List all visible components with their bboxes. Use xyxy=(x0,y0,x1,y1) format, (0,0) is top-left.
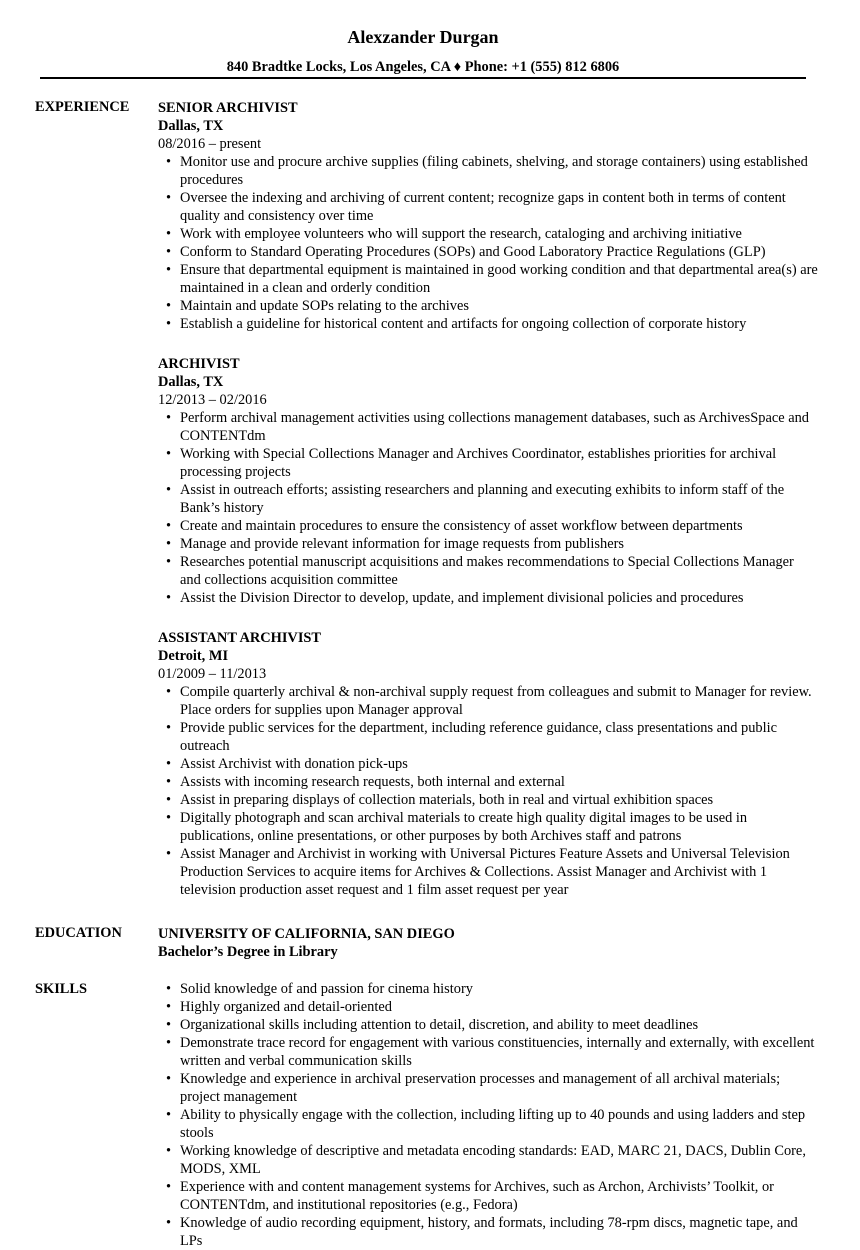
contact-line: 840 Bradtke Locks, Los Angeles, CA ♦ Phone: +1 (555) 812 6806 xyxy=(226,59,620,75)
list-item: • Create and maintain procedures to ensure the consistency of asset workflow between departments xyxy=(158,517,818,535)
job-dates: 08/2016 – present xyxy=(158,136,262,152)
list-item: • Experience with and content management systems for Archives, such as Archon, Archivists’ Toolkit, or CONTENTdm, and institutional repositories (e.g., Fedora) xyxy=(158,1178,818,1214)
job-dates: 01/2009 – 11/2013 xyxy=(158,666,267,682)
job-location: Detroit, MI xyxy=(158,648,229,664)
list-item: • Organizational skills including attention to detail, discretion, and ability to meet deadlines xyxy=(158,1016,818,1034)
job-entry xyxy=(158,355,818,607)
skills-list xyxy=(158,980,818,1250)
list-item: • Assist in preparing displays of collection materials, both in real and virtual exhibition spaces xyxy=(158,791,818,809)
degree: Bachelor’s Degree in Library xyxy=(158,944,338,960)
list-item: • Establish a guideline for historical content and artifacts for ongoing collection of corporate history xyxy=(158,315,818,333)
list-item: • Work with employee volunteers who will support the research, cataloging and archiving initiative xyxy=(158,225,818,243)
job-title: ARCHIVIST xyxy=(158,356,240,372)
list-item: • Assist in outreach efforts; assisting researchers and planning and executing exhibits to inform staff of the Bank’s history xyxy=(158,481,818,517)
list-item: • Maintain and update SOPs relating to the archives xyxy=(158,297,818,315)
job-bullets xyxy=(158,153,818,333)
list-item: • Researches potential manuscript acquisitions and makes recommendations to Special Collections Manager and collections acquisition committee xyxy=(158,553,818,589)
education-entry xyxy=(158,925,818,961)
list-item: • Assist Archivist with donation pick-ups xyxy=(158,755,818,773)
job-location: Dallas, TX xyxy=(158,118,224,134)
skills-section-label: SKILLS xyxy=(35,981,87,997)
list-item: • Oversee the indexing and archiving of current content; recognize gaps in content both in terms of content quality and consistency over time xyxy=(158,189,818,225)
list-item: • Working with Special Collections Manager and Archives Coordinator, establishes priorities for archival processing projects xyxy=(158,445,818,481)
job-bullets xyxy=(158,409,818,607)
list-item: • Ensure that departmental equipment is maintained in good working condition and that departmental area(s) are maintained in a clean and orderly condition xyxy=(158,261,818,297)
list-item: • Knowledge and experience in archival preservation processes and management of all archival materials; project management xyxy=(158,1070,818,1106)
job-title: ASSISTANT ARCHIVIST xyxy=(158,630,322,646)
job-location: Dallas, TX xyxy=(158,374,224,390)
list-item: • Demonstrate trace record for engagement with various constituencies, internally and externally, with excellent written and verbal communication skills xyxy=(158,1034,818,1070)
list-item: • Monitor use and procure archive supplies (filing cabinets, shelving, and storage containers) using established procedures xyxy=(158,153,818,189)
school-name: UNIVERSITY OF CALIFORNIA, SAN DIEGO xyxy=(158,926,455,942)
list-item: • Assist the Division Director to develop, update, and implement divisional policies and procedures xyxy=(158,589,818,607)
list-item: • Perform archival management activities using collections management databases, such as ArchivesSpace and CONTENTdm xyxy=(158,409,818,445)
list-item: • Assist Manager and Archivist in working with Universal Pictures Feature Assets and Universal Television Production Services to acquire items for Archives & Collections. Assist Manager and Archivist with 1 television production asset request and 1 film asset request per year xyxy=(158,845,818,899)
list-item: • Solid knowledge of and passion for cinema history xyxy=(158,980,818,998)
job-entry xyxy=(158,629,818,899)
list-item: • Highly organized and detail-oriented xyxy=(158,998,818,1016)
list-item: • Conform to Standard Operating Procedures (SOPs) and Good Laboratory Practice Regulations (GLP) xyxy=(158,243,818,261)
list-item: • Assists with incoming research requests, both internal and external xyxy=(158,773,818,791)
list-item: • Manage and provide relevant information for image requests from publishers xyxy=(158,535,818,553)
list-item: • Knowledge of audio recording equipment, history, and formats, including 78-rpm discs, magnetic tape, and LPs xyxy=(158,1214,818,1250)
list-item: • Digitally photograph and scan archival materials to create high quality digital images to be used in publications, online presentations, or other purposes by both Archives staff and patrons xyxy=(158,809,818,845)
job-dates: 12/2013 – 02/2016 xyxy=(158,392,267,408)
applicant-name: Alexzander Durgan xyxy=(347,27,499,47)
list-item: • Working knowledge of descriptive and metadata encoding standards: EAD, MARC 21, DACS, Dublin Core, MODS, XML xyxy=(158,1142,818,1178)
job-bullets xyxy=(158,683,818,899)
job-entry xyxy=(158,99,818,333)
header-divider xyxy=(40,77,806,79)
skills-entry xyxy=(158,980,818,1250)
education-section-label: EDUCATION xyxy=(35,925,122,941)
list-item: • Provide public services for the department, including reference guidance, class presentations and public outreach xyxy=(158,719,818,755)
experience-section-label: EXPERIENCE xyxy=(35,99,130,115)
list-item: • Ability to physically engage with the collection, including lifting up to 40 pounds and using ladders and step stools xyxy=(158,1106,818,1142)
job-title: SENIOR ARCHIVIST xyxy=(158,100,298,116)
list-item: • Compile quarterly archival & non-archival supply request from colleagues and submit to Manager for review. Place orders for supplies upon Manager approval xyxy=(158,683,818,719)
